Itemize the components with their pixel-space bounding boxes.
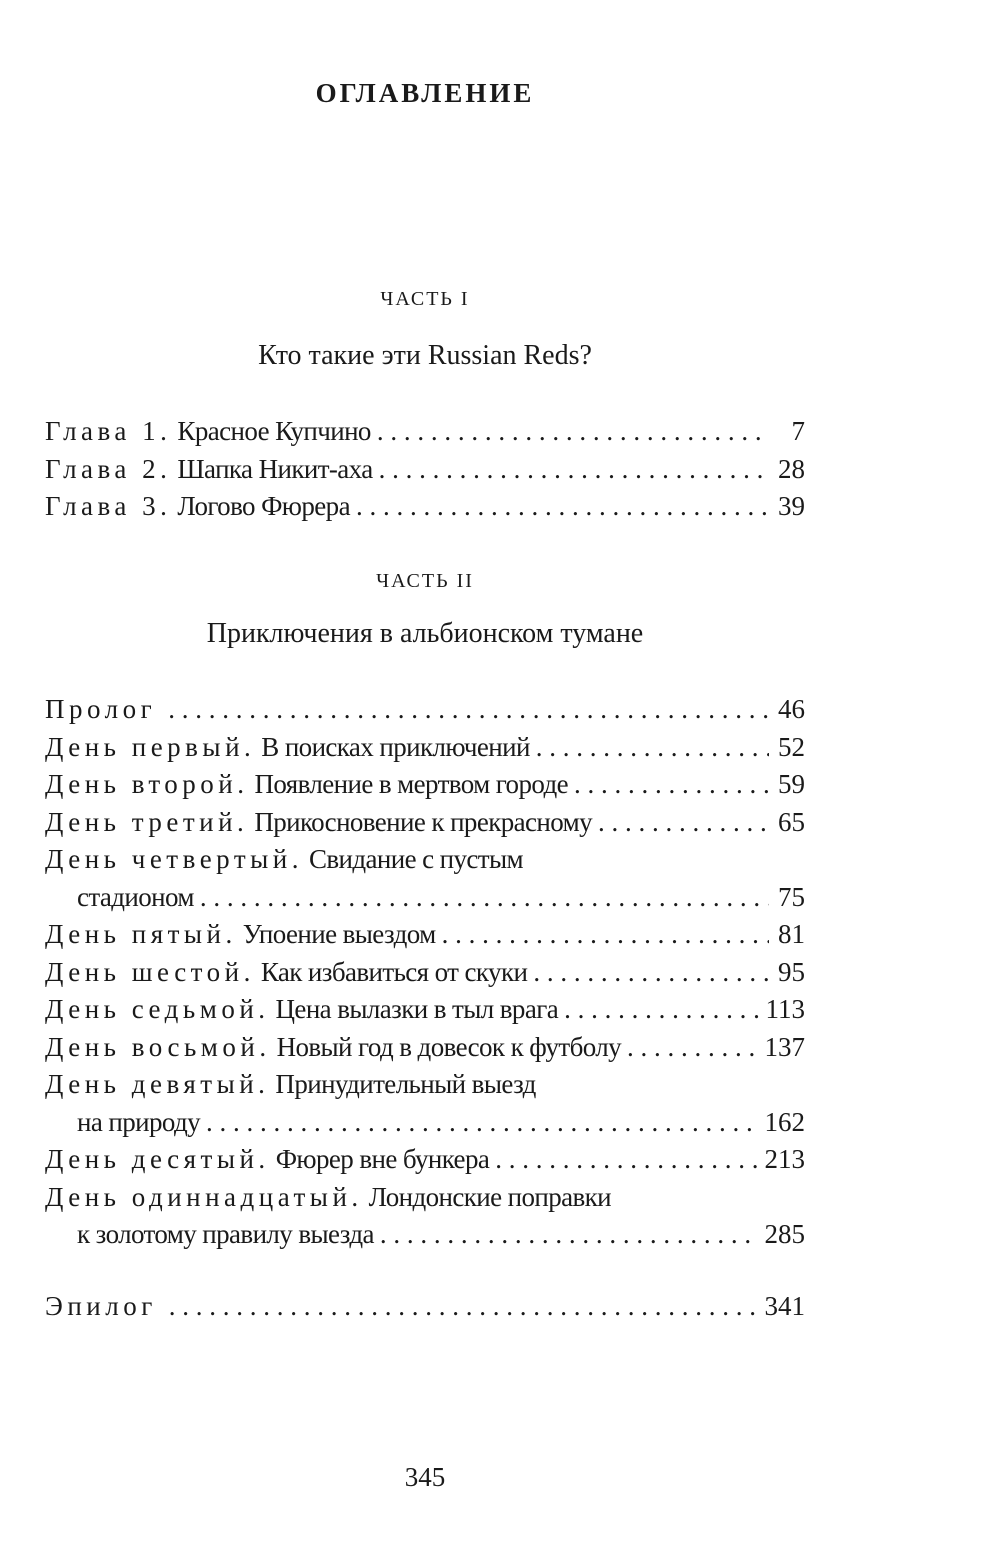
entry-prefix: День десятый. xyxy=(45,1144,270,1174)
toc-entry[interactable] xyxy=(45,766,805,804)
entry-prefix: Эпилог xyxy=(45,1291,157,1321)
entry-prefix: День восьмой. xyxy=(45,1031,271,1062)
part-2-label: ЧАСТЬ II xyxy=(376,570,474,592)
entry-page: 81 xyxy=(778,919,805,949)
entry-prefix: День пятый. xyxy=(45,919,237,949)
entry-title: Лондонские поправки xyxy=(368,1181,612,1212)
page-number: 345 xyxy=(404,1462,446,1492)
entry-page: 75 xyxy=(778,881,805,912)
toc-entry[interactable] xyxy=(45,1179,805,1217)
part-2-toc xyxy=(45,691,805,1254)
toc-entry-epilogue[interactable] xyxy=(45,1288,805,1326)
dot-leader xyxy=(169,1288,759,1326)
entry-page: 39 xyxy=(778,491,805,521)
part-2-title: Приключения в альбионском тумане xyxy=(206,618,644,649)
dot-leader xyxy=(206,1104,758,1142)
entry-title: Логово Фюрера xyxy=(177,491,350,521)
entry-page: 7 xyxy=(791,416,805,446)
entry-page: 65 xyxy=(778,806,805,837)
toc-entry[interactable] xyxy=(45,954,805,992)
toc-entry[interactable] xyxy=(45,991,805,1029)
entry-title: В поисках приключений xyxy=(261,731,530,762)
dot-leader xyxy=(168,691,769,729)
entry-prefix: Глава 3. xyxy=(45,491,172,521)
epilogue-toc xyxy=(45,1288,805,1326)
dot-leader xyxy=(564,991,759,1029)
part-1-toc xyxy=(45,413,805,526)
entry-prefix: День одиннадцатый. xyxy=(45,1181,363,1212)
dot-leader xyxy=(200,879,769,917)
toc-entry[interactable] xyxy=(45,729,805,767)
toc-entry-continuation[interactable] xyxy=(45,1216,805,1254)
dot-leader xyxy=(377,413,769,451)
entry-prefix: День третий. xyxy=(45,806,249,837)
toc-heading: ОГЛАВЛЕНИЕ xyxy=(315,78,535,108)
entry-prefix: День седьмой. xyxy=(45,994,270,1024)
toc-entry[interactable] xyxy=(45,1066,805,1104)
entry-page: 113 xyxy=(765,994,805,1024)
entry-title: Цена вылазки в тыл врага xyxy=(275,994,559,1024)
entry-title: Принудительный выезд xyxy=(275,1069,536,1099)
dot-leader xyxy=(536,729,769,767)
dot-leader xyxy=(380,1216,759,1254)
dot-leader xyxy=(598,804,769,842)
entry-title: Как избавиться от скуки xyxy=(260,956,528,987)
entry-prefix: День первый. xyxy=(45,731,256,762)
entry-title-continuation: на природу xyxy=(77,1106,201,1137)
entry-page: 341 xyxy=(764,1291,805,1321)
dot-leader xyxy=(379,451,769,489)
toc-entry[interactable] xyxy=(45,916,805,954)
entry-title: Новый год в довесок к футболу xyxy=(276,1031,622,1062)
dot-leader xyxy=(495,1141,758,1179)
entry-page: 95 xyxy=(778,956,805,987)
dot-leader xyxy=(627,1029,758,1067)
toc-entry[interactable] xyxy=(45,413,805,451)
toc-entry[interactable] xyxy=(45,804,805,842)
entry-prefix: День второй. xyxy=(45,769,249,799)
entry-title: Появление в мертвом городе xyxy=(254,769,568,799)
entry-page: 59 xyxy=(778,769,805,799)
entry-title: Свидание с пустым xyxy=(308,844,524,874)
toc-entry[interactable] xyxy=(45,451,805,489)
entry-prefix: Глава 1. xyxy=(45,416,172,446)
entry-page: 162 xyxy=(764,1106,805,1137)
entry-title: Красное Купчино xyxy=(177,416,371,446)
entry-page: 137 xyxy=(764,1031,805,1062)
entry-page: 213 xyxy=(764,1144,805,1174)
dot-leader xyxy=(442,916,769,954)
toc-entry[interactable] xyxy=(45,1029,805,1067)
entry-title: Упоение выездом xyxy=(242,919,436,949)
entry-prefix: День четвертый. xyxy=(45,844,303,874)
toc-entry-continuation[interactable] xyxy=(45,1104,805,1142)
part-1-title: Кто такие эти Russian Reds? xyxy=(258,340,592,371)
toc-entry[interactable] xyxy=(45,841,805,879)
entry-page: 46 xyxy=(778,694,805,724)
toc-entry[interactable] xyxy=(45,691,805,729)
entry-title: Шапка Никит-аха xyxy=(177,453,373,484)
entry-prefix: Глава 2. xyxy=(45,453,172,484)
entry-prefix: День шестой. xyxy=(45,956,255,987)
toc-entry[interactable] xyxy=(45,1141,805,1179)
toc-entry[interactable] xyxy=(45,488,805,526)
entry-title-continuation: стадионом xyxy=(77,881,194,912)
toc-entry-continuation[interactable] xyxy=(45,879,805,917)
entry-page: 52 xyxy=(778,731,805,762)
part-1-label: ЧАСТЬ I xyxy=(380,288,470,310)
entry-prefix: Пролог xyxy=(45,694,157,724)
entry-title: Фюрер вне бункера xyxy=(275,1144,490,1174)
entry-page: 285 xyxy=(764,1219,805,1249)
dot-leader xyxy=(533,954,769,992)
dot-leader xyxy=(574,766,769,804)
entry-prefix: День девятый. xyxy=(45,1069,270,1099)
entry-title-continuation: к золотому правилу выезда xyxy=(77,1219,374,1249)
entry-page: 28 xyxy=(778,453,805,484)
entry-title: Прикосновение к прекрасному xyxy=(254,806,593,837)
dot-leader xyxy=(356,488,769,526)
